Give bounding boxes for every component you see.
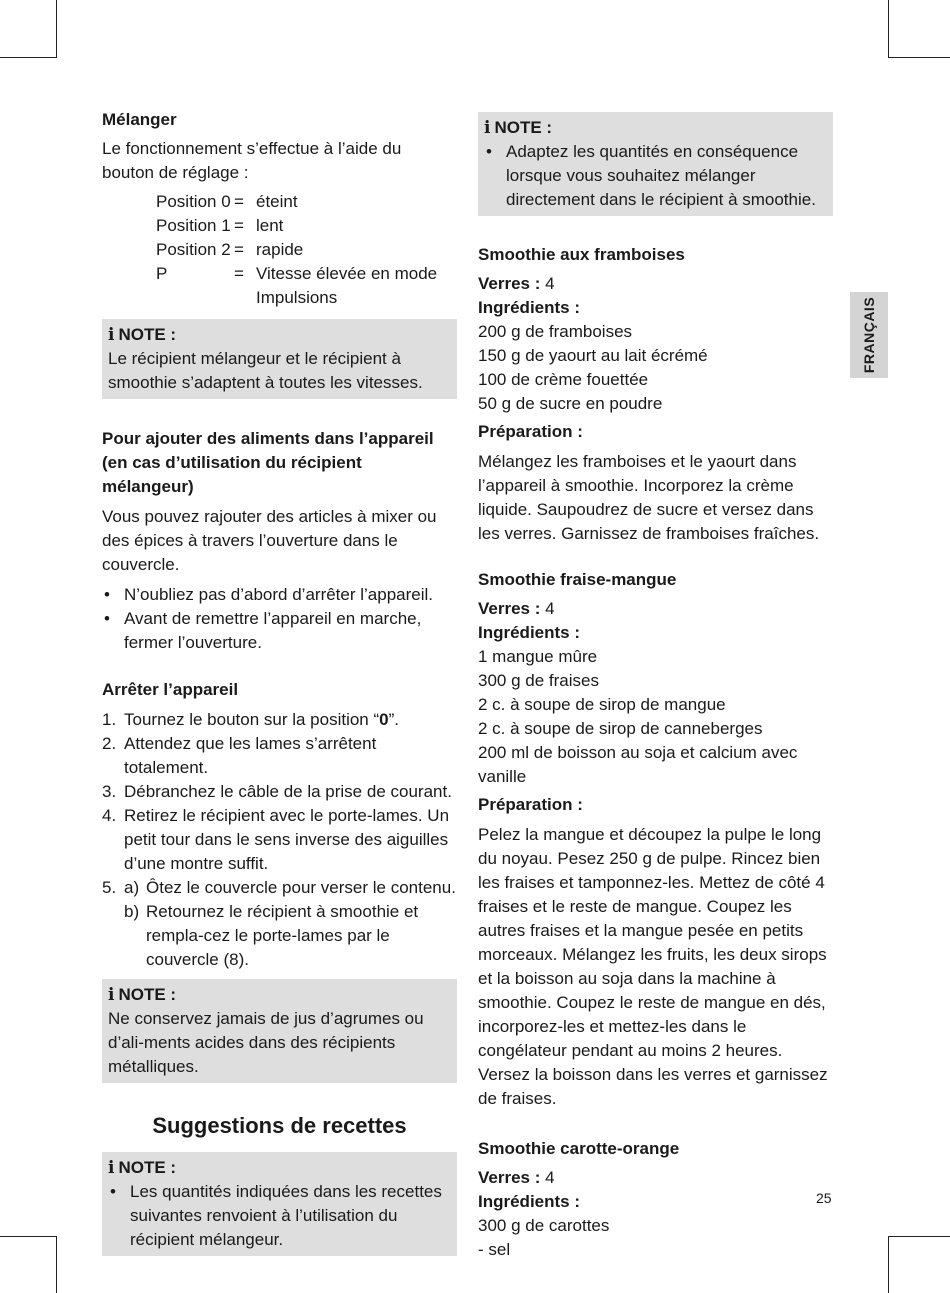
- crop-mark: [888, 0, 889, 57]
- ingredient: 2 c. à soupe de sirop de canneberges: [478, 719, 763, 738]
- preparation-text: Mélangez les framboises et le yaourt dans l’appareil à smoothie. Incorporez la crème liquide. Saupoudrez de sucre et versez dans les verres. Garnissez de framboises fraîches.: [478, 452, 820, 543]
- ingredient: 300 g de fraises: [478, 671, 599, 690]
- ingredients-label: Ingrédients :: [478, 298, 581, 317]
- crop-mark: [0, 1236, 57, 1237]
- crop-mark: [56, 0, 57, 57]
- note-box: [478, 112, 833, 216]
- language-side-tab: [850, 292, 888, 378]
- list-item: 5. a) Ôtez le couvercle pour verser le contenu. b) Retournez le récipient à smoothie et rempla-cez le porte-lames par le couvercle (8).: [102, 876, 457, 972]
- note-box: [102, 319, 457, 399]
- ingredient: 200 ml de boisson au soja et calcium avec vanille: [478, 743, 798, 786]
- note-title: i NOTE :: [108, 325, 177, 345]
- arreter-steps: [102, 708, 457, 972]
- list-item: • Avant de remettre l’appareil en marche, fermer l’ouverture.: [102, 607, 457, 655]
- preparation-label: Préparation :: [478, 795, 583, 814]
- crop-mark: [888, 57, 950, 58]
- crop-mark: [56, 1236, 57, 1293]
- recipe-title: Smoothie aux framboises: [478, 245, 685, 264]
- note-title: i NOTE :: [108, 1158, 177, 1178]
- verres-line: Verres : 4: [478, 599, 555, 618]
- note-box: [102, 979, 457, 1083]
- ajouter-text: Vous pouvez rajouter des articles à mixer ou des épices à travers l’ouverture dans le couvercle.: [102, 507, 437, 574]
- ingredient: 100 de crème fouettée: [478, 370, 649, 389]
- note-title: i NOTE :: [484, 118, 553, 138]
- ingredient: 50 g de sucre en poudre: [478, 394, 663, 413]
- sub-item: a) Ôtez le couvercle pour verser le contenu.: [124, 878, 456, 897]
- left-column: [102, 106, 457, 1256]
- note-title: i NOTE :: [108, 985, 177, 1005]
- info-icon: i: [108, 1158, 115, 1178]
- list-item: • Les quantités indiquées dans les recettes suivantes renvoient à l’utilisation du récipient mélangeur.: [108, 1180, 451, 1252]
- list-item: 3. Débranchez le câble de la prise de courant.: [102, 782, 452, 801]
- position-row: Position 0 = éteint: [156, 192, 298, 211]
- crop-mark: [0, 57, 57, 58]
- recipe-title: Smoothie carotte-orange: [478, 1139, 680, 1158]
- position-row: P = Vitesse élevée en mode Impulsions: [156, 264, 438, 307]
- right-column: [478, 112, 833, 1262]
- ingredient: 1 mangue mûre: [478, 647, 598, 666]
- position-list: [102, 190, 457, 310]
- list-item: • N’oubliez pas d’abord d’arrêter l’appareil.: [102, 583, 457, 607]
- arreter-heading: Arrêter l’appareil: [102, 680, 239, 699]
- info-icon: i: [484, 118, 491, 138]
- list-item: • Adaptez les quantités en conséquence lorsque vous souhaitez mélanger directement dans le récipient à smoothie.: [484, 140, 827, 212]
- ingredient: 2 c. à soupe de sirop de mangue: [478, 695, 726, 714]
- ingredients-label: Ingrédients :: [478, 623, 581, 642]
- position-row: Position 2 = rapide: [156, 240, 304, 259]
- verres-line: Verres : 4: [478, 1168, 555, 1187]
- melanger-heading: Mélanger: [102, 110, 177, 129]
- suggestions-heading: Suggestions de recettes: [152, 1113, 407, 1138]
- crop-mark: [888, 1236, 950, 1237]
- position-row: Position 1 = lent: [156, 216, 284, 235]
- verres-line: Verres : 4: [478, 274, 555, 293]
- list-item: 1. Tournez le bouton sur la position “0”.: [102, 710, 400, 729]
- preparation-label: Préparation :: [478, 422, 583, 441]
- note-text: Ne conservez jamais de jus d’agrumes ou d’ali-ments acides dans des récipients métalliques.: [108, 1009, 424, 1076]
- recipe-title: Smoothie fraise-mangue: [478, 570, 677, 589]
- page-number: 25: [816, 1190, 832, 1206]
- ajouter-bullets: [102, 583, 457, 655]
- ingredient: 200 g de framboises: [478, 322, 633, 341]
- preparation-text: Pelez la mangue et découpez la pulpe le long du noyau. Pesez 250 g de pulpe. Rincez bien les fraises et tamponnez-les. Mettez de côté 4 fraises et le reste de mangue. Coupez les autres fraises et la mangue pesée en petits morceaux. Mélangez les fruits, les deux sirops et la boisson au soja dans la machine à smoothie. Coupez le reste de mangue en dés, incorporez-les et mettez-les dans le congélateur pendant au moins 2 heures. Versez la boisson dans les verres et garnissez de fraises.: [478, 825, 828, 1108]
- ajouter-heading: Pour ajouter des aliments dans l’appareil (en cas d’utilisation du récipient mélangeur): [102, 429, 434, 496]
- ingredients-label: Ingrédients :: [478, 1192, 581, 1211]
- note-box: [102, 1152, 457, 1256]
- info-icon: i: [108, 985, 115, 1005]
- list-item: 4. Retirez le récipient avec le porte-lames. Un petit tour dans le sens inverse des aiguilles d’une montre suffit.: [102, 806, 450, 873]
- info-icon: i: [108, 325, 115, 345]
- ingredient: 300 g de carottes: [478, 1216, 610, 1235]
- melanger-text: Le fonctionnement s’effectue à l’aide du bouton de réglage :: [102, 139, 402, 182]
- ingredient: 150 g de yaourt au lait écrémé: [478, 346, 708, 365]
- sub-item: b) Retournez le récipient à smoothie et rempla-cez le porte-lames par le couvercle (8).: [124, 902, 419, 969]
- ingredient: - sel: [478, 1240, 511, 1259]
- crop-mark: [888, 1236, 889, 1293]
- list-item: 2. Attendez que les lames s’arrêtent totalement.: [102, 734, 377, 777]
- language-label: FRANÇAIS: [861, 296, 877, 374]
- note-text: Le récipient mélangeur et le récipient à smoothie s’adaptent à toutes les vitesses.: [108, 349, 423, 392]
